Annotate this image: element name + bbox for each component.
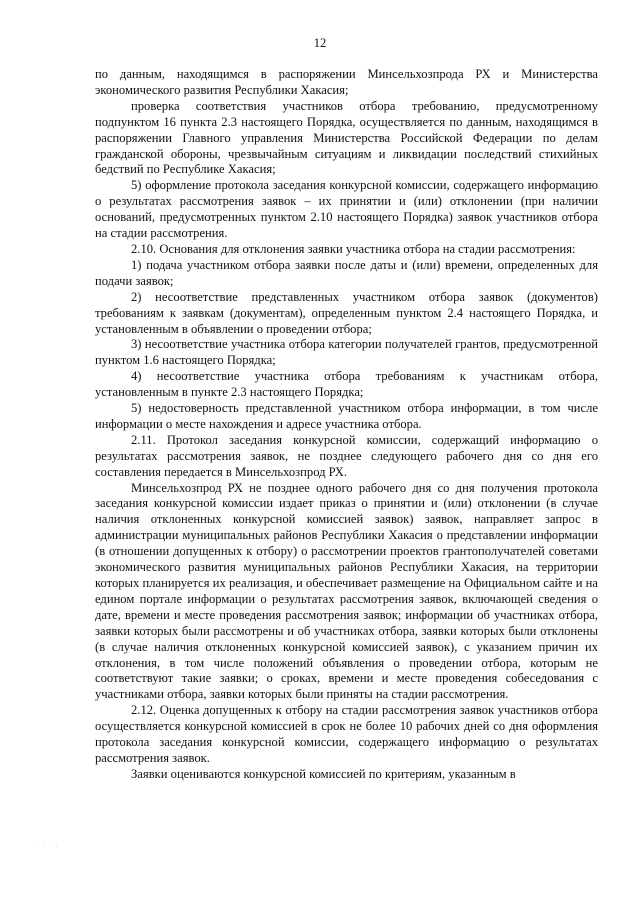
paragraph-reason-1: 1) подача участником отбора заявки после даты и (или) времени, определенных для подачи заявок;: [95, 257, 598, 288]
paragraph-evaluation-criteria: Заявки оцениваются конкурсной комиссией по критериям, указанным в: [131, 766, 516, 781]
paragraph-item-5-protocol: 5) оформление протокола заседания конкурсной комиссии, содержащего информацию о результатах рассмотрения заявок – их принятии и (или) отклонении (при наличии оснований, предусмотренных пунктом 2.10 настоящего Порядка) заявок участников отбора на стадии рассмотрения.: [95, 178, 598, 241]
paragraph-reason-4: 4) несоответствие участника отбора требованиям к участникам отбора, установленным в пункте 2.3 настоящего Порядка;: [95, 369, 598, 400]
paragraph-section-2-12: 2.12. Оценка допущенных к отбору на стадии рассмотрения заявок участников отбора осуществляется конкурсной комиссией в срок не более 10 рабочих дней со дня оформления протокола заседания конкурсной комиссии, содержащего информацию о результатах рассмотрения заявок.: [95, 703, 598, 765]
paragraph-reason-3: 3) несоответствие участника отбора категории получателей грантов, предусмотренной пунктом 1.6 настоящего Порядка;: [95, 337, 598, 368]
paragraph-section-2-11: 2.11. Протокол заседания конкурсной комиссии, содержащий информацию о результатах рассмотрения заявок, не позднее следующего рабочего дня со дня его составления передается в Минсельхозпрод РХ.: [95, 432, 598, 479]
paragraph-data-sources-continuation: по данным, находящимся в распоряжении Минсельхозпрода РХ и Министерства экономического развития Республики Хакасия;: [95, 67, 598, 97]
paragraph-reason-5: 5) недостоверность представленной участником отбора информации, в том числе информации о месте нахождения и адресе участника отбора.: [95, 401, 598, 431]
page-number: 12: [313, 36, 327, 50]
paragraph-check-requirement-16: проверка соответствия участников отбора требованию, предусмотренному подпунктом 16 пункта 2.3 настоящего Порядка, осуществляется по данным, находящимся в распоряжении Главного управления Министерства Российской Федерации по делам гражданской обороны, чрезвычайным ситуациям и ликвидации последствий стихийных бедствий по Республике Хакасия;: [95, 98, 598, 177]
paragraph-section-2-10: 2.10. Основания для отклонения заявки участника отбора на стадии рассмотрения:: [131, 241, 576, 256]
paragraph-reason-2: 2) несоответствие представленных участником отбора заявок (документов) требованиям к заявкам (документам), определенным пунктом 2.4 настоящего Порядка, и установленным в объявлении о проведении отбора;: [95, 289, 598, 336]
scan-artifact: · · · ·: [36, 843, 59, 851]
paragraph-ministry-order: Минсельхозпрод РХ не позднее одного рабочего дня со дня получения протокола заседания конкурсной комиссии издает приказ о принятии и (или) отклонении (в случае наличия отклоненных конкурсной комиссией заявок) заявок, направляет запрос в администрации муниципальных районов Республики Хакасия о представлении информации (в отношении допущенных к отбору) о рассмотрении проектов грантополучателей советами экономического развития муниципальных районов Республики Хакасия, на территории которых планируется их реализация, и обеспечивает размещение на Официальном сайте и на едином портале информации о результатах рассмотрения заявок, включающей сведения о дате, времени и месте проведения рассмотрения заявок; информации об участниках отбора, заявки которых были рассмотрены и об участниках отбора, заявки которых были отклонены (в случае наличия отклоненных конкурсной комиссией заявок), с указанием причин их отклонения, в том числе положений объявления о проведении отбора, которым не соответствуют такие заявки; о сроках, времени и месте проведения собеседования с участниками отбора, заявки которых были приняты на стадии рассмотрения.: [95, 480, 598, 702]
document-body: [95, 67, 598, 783]
